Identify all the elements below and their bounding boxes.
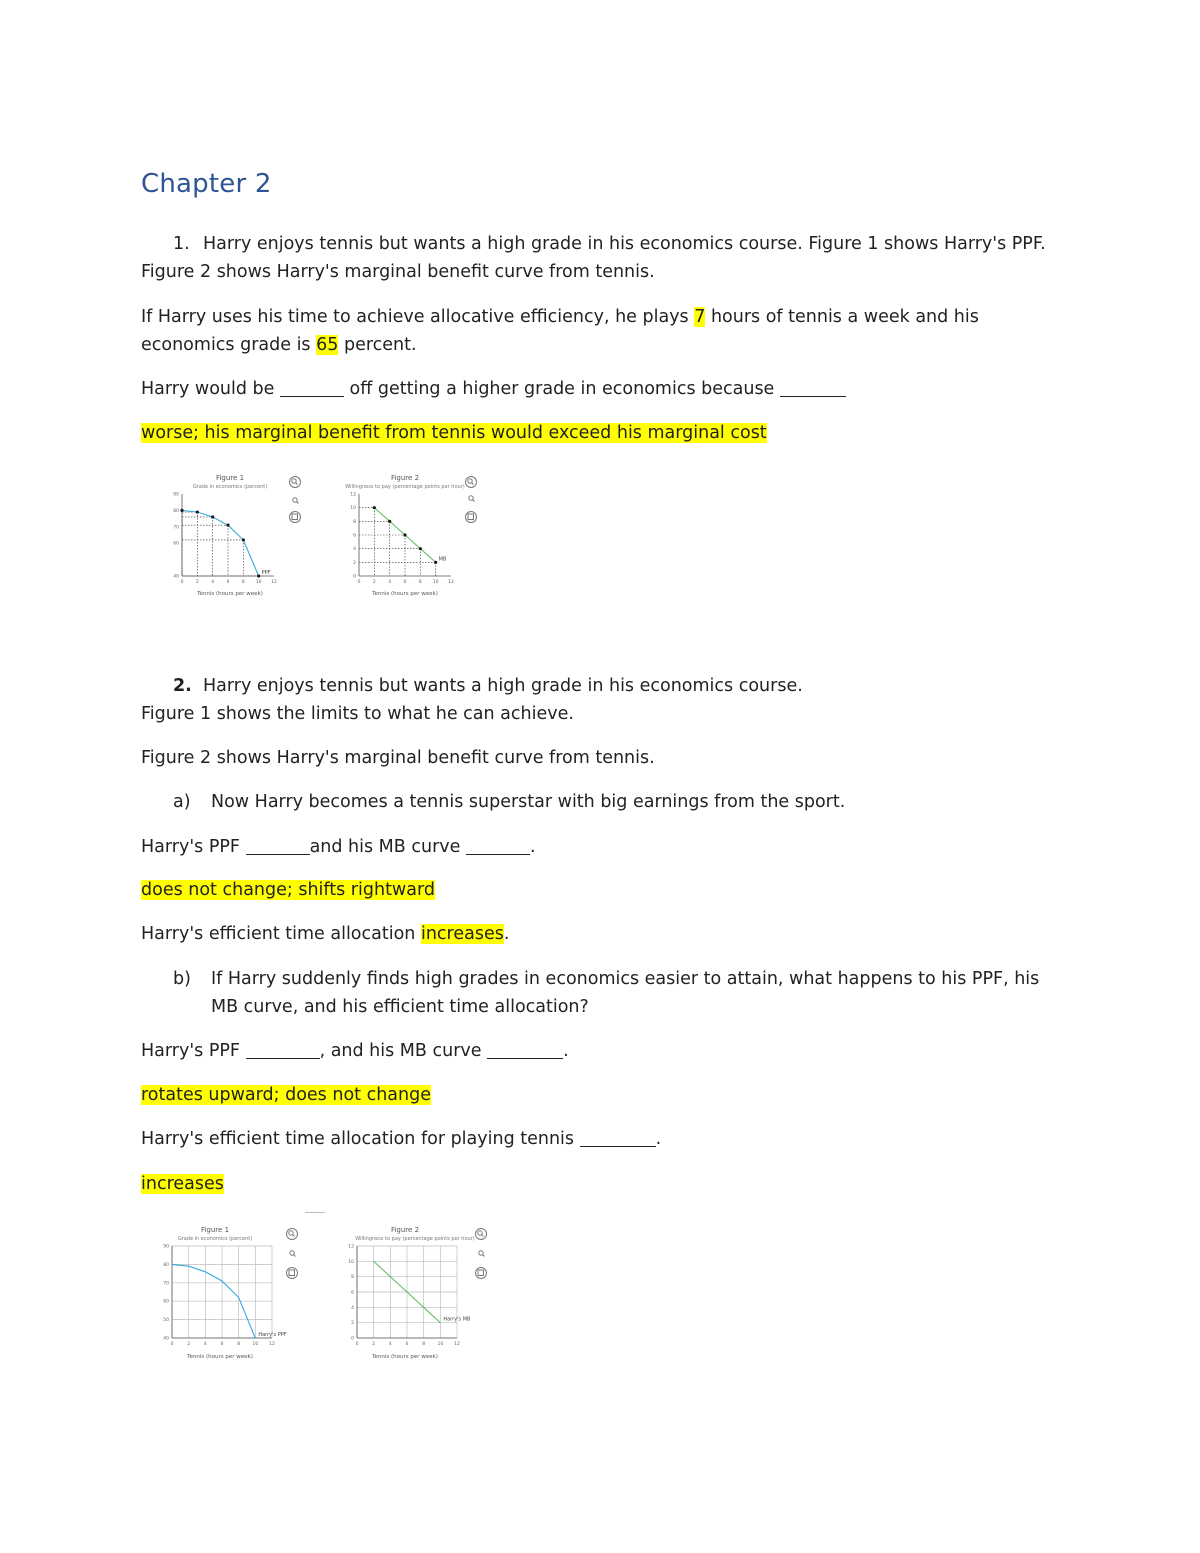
q1-eff-text-a: If Harry uses his time to achieve allocative efficiency, he plays	[141, 307, 695, 327]
y-tick-label: 0	[353, 574, 356, 580]
series-label: MB	[438, 556, 447, 563]
y-tick-label: 70	[163, 1281, 169, 1287]
y-tick-label: 90	[173, 492, 179, 498]
x-tick-label: 2	[187, 1342, 191, 1347]
fig2-xlabel: Tennis (hours per week)	[372, 591, 438, 597]
q1-grade-highlight: 65	[316, 335, 339, 355]
q2a-allocation	[141, 920, 509, 948]
x-tick-label: 12	[271, 580, 277, 585]
x-tick-label: 8	[241, 580, 245, 585]
x-tick-label: 6	[405, 1342, 409, 1347]
q2b-alloc-text-b: .	[655, 1129, 662, 1149]
x-tick-label: 10	[432, 580, 439, 585]
y-tick-label: 8	[351, 1275, 354, 1281]
q1-line1: Harry enjoys tennis but wants a high grade in his economics course. Figure 1 shows Harry's PPF.	[203, 234, 1046, 254]
q2a-blank-text-c: .	[529, 837, 536, 857]
divider	[305, 1212, 325, 1213]
q1-blank-line	[141, 375, 846, 403]
x-tick-label: 2	[372, 1342, 376, 1347]
q2a-alloc-highlight: increases	[420, 924, 504, 944]
y-tick-label: 50	[163, 1318, 169, 1324]
fig2-plot	[348, 1244, 471, 1348]
y-tick-label: 12	[350, 492, 356, 498]
q2b-blank-line	[141, 1037, 569, 1065]
zoom-out-icon[interactable]	[469, 496, 475, 502]
x-tick-label: 0	[170, 1342, 174, 1347]
y-tick-label: 40	[173, 574, 179, 580]
y-tick-label: 80	[163, 1262, 169, 1268]
q2-intro	[173, 672, 803, 700]
q1-hours-highlight: 7	[694, 307, 706, 327]
q2-figure1	[160, 1222, 310, 1362]
y-tick-label: 6	[353, 533, 356, 539]
x-tick-label: 0	[357, 580, 361, 585]
x-tick-label: 0	[355, 1342, 359, 1347]
fig1-plot	[173, 492, 277, 586]
fig1-xlabel: Tennis (hours per week)	[197, 591, 263, 597]
blank-line	[246, 1042, 320, 1059]
data-point	[434, 561, 437, 564]
data-point	[226, 524, 229, 527]
zoom-in-icon[interactable]	[287, 1229, 298, 1240]
y-tick-label: 70	[173, 525, 179, 531]
q2a-blank-line	[141, 833, 536, 861]
q2b-label: b)	[173, 969, 191, 989]
q2b-alloc-text-a: Harry's efficient time allocation for playing tennis	[141, 1129, 580, 1149]
fig1-title: Figure 1	[200, 1226, 230, 1234]
y-tick-label: 60	[173, 541, 179, 547]
y-tick-label: 80	[173, 508, 179, 514]
x-tick-label: 2	[195, 580, 199, 585]
data-point	[211, 515, 214, 518]
q1-answer-text: worse; his marginal benefit from tennis would exceed his marginal cost	[141, 423, 767, 443]
q2a-alloc-text-b: .	[503, 924, 510, 944]
y-tick-label: 10	[350, 506, 356, 512]
y-tick-label: 6	[351, 1290, 354, 1296]
data-point	[373, 506, 376, 509]
fig2-subtitle: Willingness to pay (percentage points per hour)	[355, 1236, 475, 1242]
x-tick-label: 10	[437, 1342, 444, 1347]
q1-intro	[173, 230, 1046, 258]
fig1-subtitle: Grade in economics (percent)	[177, 1236, 253, 1242]
q1-eff-text-d: percent.	[338, 335, 417, 355]
x-tick-label: 2	[372, 580, 376, 585]
q2b-blank-text-b: , and his MB curve	[319, 1041, 488, 1061]
data-point	[196, 510, 199, 513]
series-label: Harry's MB	[443, 1316, 471, 1323]
fig2-subtitle: Willingness to pay (percentage points per hour)	[345, 484, 465, 490]
fig1-title: Figure 1	[215, 474, 245, 482]
q2a-prompt	[173, 788, 845, 816]
x-tick-label: 6	[226, 580, 230, 585]
q2a-text: Now Harry becomes a tennis superstar with big earnings from the sport.	[211, 792, 846, 812]
x-tick-label: 12	[269, 1342, 275, 1347]
blank-line	[246, 838, 310, 855]
data-point	[419, 547, 422, 550]
zoom-out-icon[interactable]	[479, 1251, 485, 1257]
y-tick-label: 4	[351, 1305, 354, 1311]
q2a-label: a)	[173, 792, 191, 812]
blank-line	[487, 1042, 563, 1059]
x-tick-label: 4	[211, 580, 215, 585]
zoom-out-icon[interactable]	[290, 1251, 296, 1257]
q1-efficiency-line	[141, 303, 979, 331]
q2-figure2	[345, 1222, 495, 1362]
fig1-plot	[163, 1244, 286, 1348]
x-tick-label: 8	[237, 1342, 241, 1347]
fig2-title: Figure 2	[390, 474, 420, 482]
q2a-answer	[141, 876, 435, 904]
x-tick-label: 10	[252, 1342, 259, 1347]
series-line	[182, 510, 259, 576]
q1-blank-text-b: off getting a higher grade in economics because	[343, 379, 780, 399]
data-point	[403, 533, 406, 536]
q2-number: 2.	[173, 676, 192, 696]
y-tick-label: 0	[351, 1336, 354, 1342]
q2b-allocation	[141, 1125, 661, 1153]
q1-answer	[141, 419, 767, 447]
q1-number: 1.	[173, 234, 190, 254]
q2a-blank-text-b: and his MB curve	[309, 837, 466, 857]
q2b-answer2	[141, 1170, 224, 1198]
x-tick-label: 10	[255, 580, 262, 585]
popout-icon[interactable]	[287, 1268, 298, 1279]
data-point	[242, 538, 245, 541]
y-tick-label: 12	[348, 1244, 354, 1250]
zoom-out-icon[interactable]	[293, 498, 299, 504]
q2-line2: Figure 1 shows the limits to what he can achieve.	[141, 704, 574, 724]
data-point	[180, 509, 183, 512]
q1-eff-text-c: economics grade is	[141, 335, 317, 355]
y-tick-label: 4	[353, 547, 356, 553]
x-tick-label: 8	[418, 580, 422, 585]
q1-line2: Figure 2 shows Harry's marginal benefit curve from tennis.	[141, 262, 655, 282]
y-tick-label: 8	[353, 519, 356, 525]
y-tick-label: 2	[351, 1321, 354, 1327]
q2b-text1: If Harry suddenly finds high grades in economics easier to attain, what happens to his PPF, his	[211, 969, 1040, 989]
x-tick-label: 6	[220, 1342, 224, 1347]
x-tick-label: 4	[388, 580, 392, 585]
q1-figure2	[345, 470, 490, 600]
q2-line3: Figure 2 shows Harry's marginal benefit curve from tennis.	[141, 748, 655, 768]
data-point	[388, 520, 391, 523]
q2b-answer-text: rotates upward; does not change	[141, 1085, 431, 1105]
fig2-xlabel: Tennis (hours per week)	[372, 1354, 438, 1360]
popout-icon[interactable]	[466, 512, 477, 523]
fig2-title: Figure 2	[390, 1226, 420, 1234]
x-tick-label: 12	[448, 580, 454, 585]
q2a-blank-text-a: Harry's PPF	[141, 837, 246, 857]
q2b-answer	[141, 1081, 431, 1109]
fig2-plot	[350, 492, 454, 586]
q1-blank-text-a: Harry would be	[141, 379, 280, 399]
q2b-prompt	[173, 965, 1039, 993]
q1-grade-line	[141, 331, 417, 359]
popout-icon[interactable]	[476, 1268, 487, 1279]
blank-line	[780, 380, 846, 397]
x-tick-label: 8	[422, 1342, 426, 1347]
zoom-in-icon[interactable]	[476, 1229, 487, 1240]
fig1-xlabel: Tennis (hours per week)	[187, 1354, 253, 1360]
popout-icon[interactable]	[290, 512, 301, 523]
blank-line	[466, 838, 530, 855]
x-tick-label: 4	[203, 1342, 207, 1347]
series-label: PPF	[261, 570, 271, 576]
q1-figure1	[168, 470, 308, 600]
q2b-blank-text-c: .	[563, 1041, 569, 1061]
fig1-subtitle: Grade in economics (percent)	[192, 484, 268, 490]
q2a-answer-text: does not change; shifts rightward	[141, 880, 435, 900]
y-tick-label: 90	[163, 1244, 169, 1250]
series-label: Harry's PPF	[258, 1332, 287, 1338]
q2b-answer2-text: increases	[141, 1174, 224, 1194]
x-tick-label: 6	[403, 580, 407, 585]
blank-line	[280, 380, 344, 397]
zoom-in-icon[interactable]	[466, 477, 477, 488]
x-tick-label: 12	[454, 1342, 460, 1347]
data-point	[257, 574, 260, 577]
y-tick-label: 40	[163, 1336, 169, 1342]
y-tick-label: 60	[163, 1299, 169, 1305]
q2b-blank-text-a: Harry's PPF	[141, 1041, 246, 1061]
zoom-in-icon[interactable]	[290, 477, 301, 488]
page-title: Chapter 2	[141, 169, 272, 199]
q2-line1: Harry enjoys tennis but wants a high grade in his economics course.	[203, 676, 803, 696]
x-tick-label: 0	[180, 580, 184, 585]
q2a-alloc-text-a: Harry's efficient time allocation	[141, 924, 421, 944]
blank-line	[580, 1130, 656, 1147]
q1-eff-text-b: hours of tennis a week and his	[705, 307, 979, 327]
q2b-text2: MB curve, and his efficient time allocation?	[211, 997, 589, 1017]
y-tick-label: 10	[348, 1259, 354, 1265]
x-tick-label: 4	[388, 1342, 392, 1347]
y-tick-label: 2	[353, 560, 356, 566]
